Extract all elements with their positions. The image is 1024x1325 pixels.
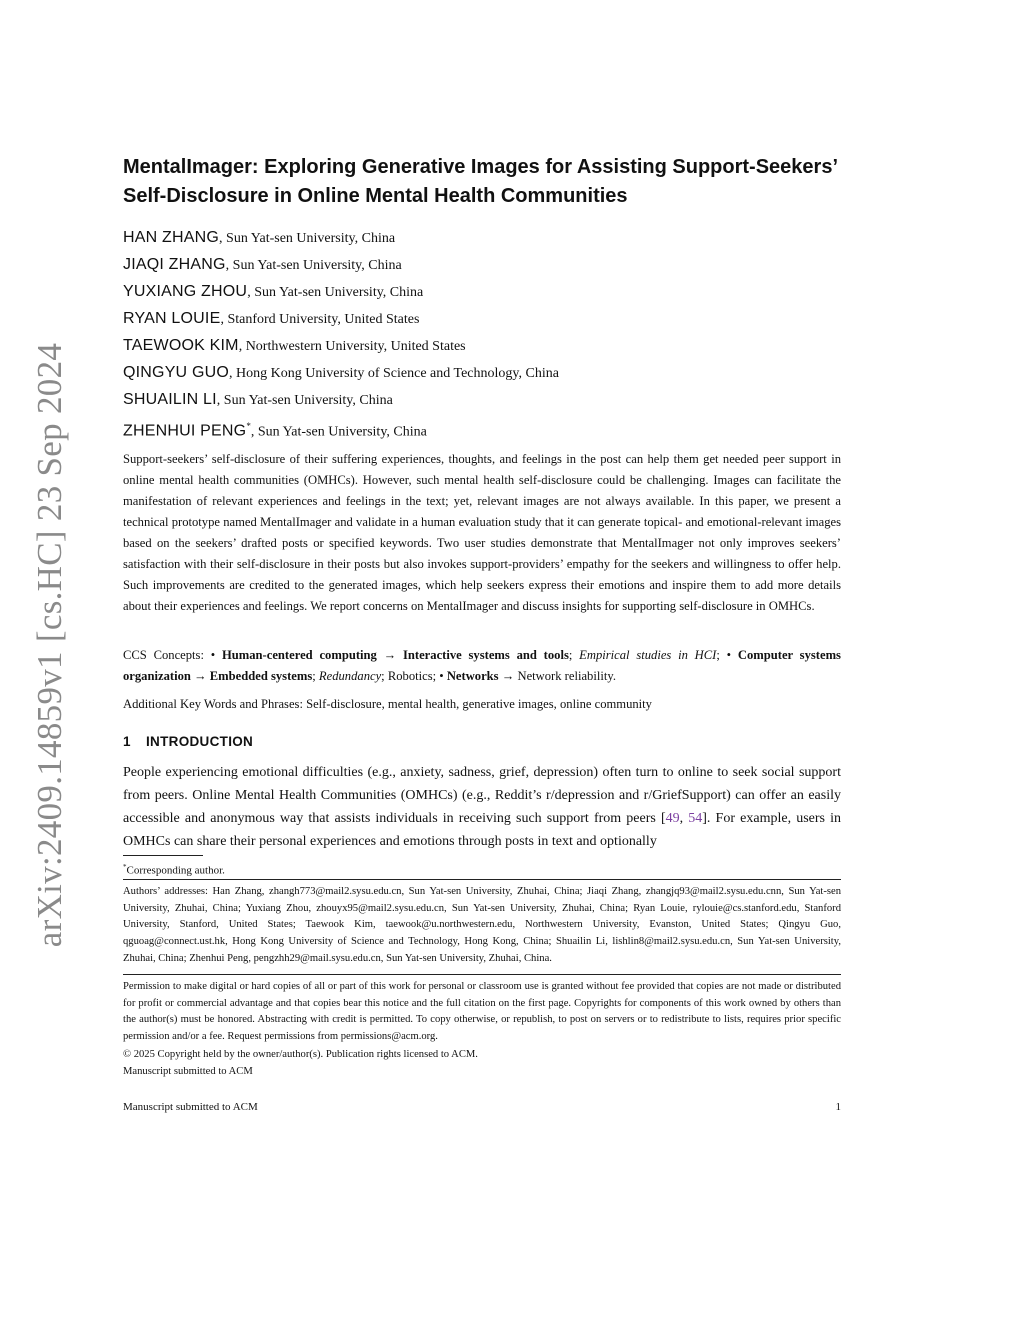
abstract: Support-seekers’ self-disclosure of their suffering experiences, thoughts, and feelings in the post can help them get needed peer support in online mental health communities (OMHCs). However, such mental health self-disclosure could be challenging. Images can facilitate the manifestation of relevant experiences and feelings in the text; yet, relevant images are not always available. In this paper, we present a technical prototype named MentalImager and validate in a human evaluation study that it can generate topical- and emotional-relevant images based on the seekers’ drafted posts or specified keywords. Two user studies demonstrate that MentalImager not only improves seekers’ satisfaction with their self-disclosure in their posts but also invokes support-providers’ empathy for the seekers and willingness to offer help. Such improvements are credited to the generated images, which help seekers express their emotions and inspire them to add more details about their experiences and feelings. We report concerns on MentalImager and discuss insights for supporting self-disclosure in OMHCs. <box>123 452 841 613</box>
paper-title-line-1: MentalImager: Exploring Generative Images for Assisting Support-Seekers’ <box>123 156 839 178</box>
author-entry: ZHENHUI PENG*, Sun Yat-sen University, China <box>123 421 427 440</box>
author-affiliation: Sun Yat-sen University, China <box>257 424 427 440</box>
author-name: TAEWOOK KIM <box>123 337 239 354</box>
citation-link[interactable]: 54 <box>688 811 703 826</box>
ccs-concept: Networks <box>446 669 499 683</box>
author-name: JIAQI ZHANG <box>123 256 226 273</box>
submission-note: Manuscript submitted to ACM <box>123 1066 253 1077</box>
section-heading <box>123 734 841 749</box>
introduction-paragraph: People experiencing emotional difficulties (e.g., anxiety, sadness, grief, depression) often turn to online to seek social support from peers. Online Mental Health Communities (OMHCs) (e.g., Reddit’s r/depression and r/GriefSupport) can offer an easily accessible and anonymous way that assists individuals in receiving such support from peers [49, 54]. For example, users in OMHCs can share their personal experiences and emotions through posts in text and optionally <box>123 765 841 849</box>
footnote-divider <box>123 855 203 856</box>
paper-title <box>123 153 841 211</box>
author-entry: HAN ZHANG, Sun Yat-sen University, China <box>123 229 396 246</box>
permission-notice: Permission to make digital or hard copies of all or part of this work for personal or classroom use is granted without fee provided that copies are not made or distributed for profit or commercial advantage and that copies bear this notice and the full citation on the first page. Copyrights for components of this work owned by others than the author(s) must be honored. Abstracting with credit is permitted. To copy otherwise, or republish, to post on servers or to redistribute to lists, requires prior specific permission and/or a fee. Request permissions from permissions@acm.org. <box>123 981 841 1043</box>
author-entry: QINGYU GUO, Hong Kong University of Science and Technology, China <box>123 364 559 381</box>
author-entry: YUXIANG ZHOU, Sun Yat-sen University, China <box>123 283 424 300</box>
author-name: SHUAILIN LI <box>123 391 217 408</box>
ccs-concept: Computer systems organization → Embedded systems <box>123 648 841 683</box>
addresses-divider <box>123 879 841 880</box>
corresponding-author-marker: * <box>246 421 251 431</box>
ccs-subconcept: Redundancy <box>318 669 382 683</box>
paper-title-line-2: Self-Disclosure in Online Mental Health Communities <box>123 185 628 207</box>
permission-divider <box>123 974 841 975</box>
citation-link[interactable]: 49 <box>665 811 680 826</box>
author-affiliation: Stanford University, United States <box>227 312 420 327</box>
ccs-concept: Human-centered computing → Interactive systems and tools <box>221 648 569 662</box>
author-name: ZHENHUI PENG <box>123 422 247 440</box>
footnote-text: Corresponding author. <box>126 864 225 877</box>
author-affiliation: Sun Yat-sen University, China <box>223 393 393 408</box>
author-list <box>123 224 841 440</box>
author-affiliation: Sun Yat-sen University, China <box>254 285 424 300</box>
page-number: 1 <box>835 1101 841 1113</box>
author-name: YUXIANG ZHOU <box>123 283 248 300</box>
footer-text: Manuscript submitted to ACM <box>123 1101 258 1113</box>
author-affiliation: Sun Yat-sen University, China <box>226 231 396 246</box>
footnote-marker: * <box>123 863 127 871</box>
author-affiliation: Northwestern University, United States <box>245 339 466 354</box>
author-name: QINGYU GUO <box>123 364 230 381</box>
copyright-notice: © 2025 Copyright held by the owner/author(s). Publication rights licensed to ACM. <box>123 1049 478 1060</box>
author-name: RYAN LOUIE <box>123 310 221 327</box>
author-entry: RYAN LOUIE, Stanford University, United States <box>123 310 420 327</box>
author-entry: SHUAILIN LI, Sun Yat-sen University, China <box>123 391 393 408</box>
author-affiliation: Sun Yat-sen University, China <box>232 258 402 273</box>
author-addresses: Authors’ addresses: Han Zhang, zhangh773@mail2.sysu.edu.cn, Sun Yat-sen University, Zhuhai, China; Jiaqi Zhang, zhangjq93@mail2.sysu.edu.cnn, Sun Yat-sen University, Zhuhai, China; Yuxiang Zhou, zhouyx95@mail2.sysu.edu.cn, Sun Yat-sen University, Zhuhai, China; Ryan Louie, rylouie@cs.stanford.edu, Stanford University, Stanford, United States; Taewook Kim, taewook@u.northwestern.edu, Northwestern University, Evanston, United States; Qingyu Guo, qguoag@connect.ust.hk, Hong Kong University of Science and Technology, Hong Kong, China; Shuailin Li, lishlin8@mail2.sysu.edu.cn, Sun Yat-sen University, Zhuhai, China; Zhenhui Peng, pengzhh29@mail.sysu.edu.cn, Sun Yat-sen University, Zhuhai, China. <box>123 886 841 964</box>
section-title: INTRODUCTION <box>146 734 254 749</box>
section-number: 1 <box>123 734 131 749</box>
keywords: Additional Key Words and Phrases: Self-disclosure, mental health, generative images, online community <box>123 697 652 711</box>
ccs-subconcept: Empirical studies in HCI <box>579 648 717 662</box>
author-name: HAN ZHANG <box>123 229 220 246</box>
footnote <box>123 860 841 878</box>
author-entry: TAEWOOK KIM, Northwestern University, United States <box>123 337 466 354</box>
author-entry: JIAQI ZHANG, Sun Yat-sen University, China <box>123 256 402 273</box>
arxiv-identifier-stamp: arXiv:2409.14859v1 [cs.HC] 23 Sep 2024 <box>30 342 69 948</box>
ccs-concepts: CCS Concepts: • Human-centered computing → Interactive systems and tools; Empirical studies in HCI; • Computer systems organization → Embedded systems; Redundancy; Robotics; • Networks → Network reliability. <box>123 648 841 683</box>
author-affiliation: Hong Kong University of Science and Technology, China <box>236 366 559 381</box>
